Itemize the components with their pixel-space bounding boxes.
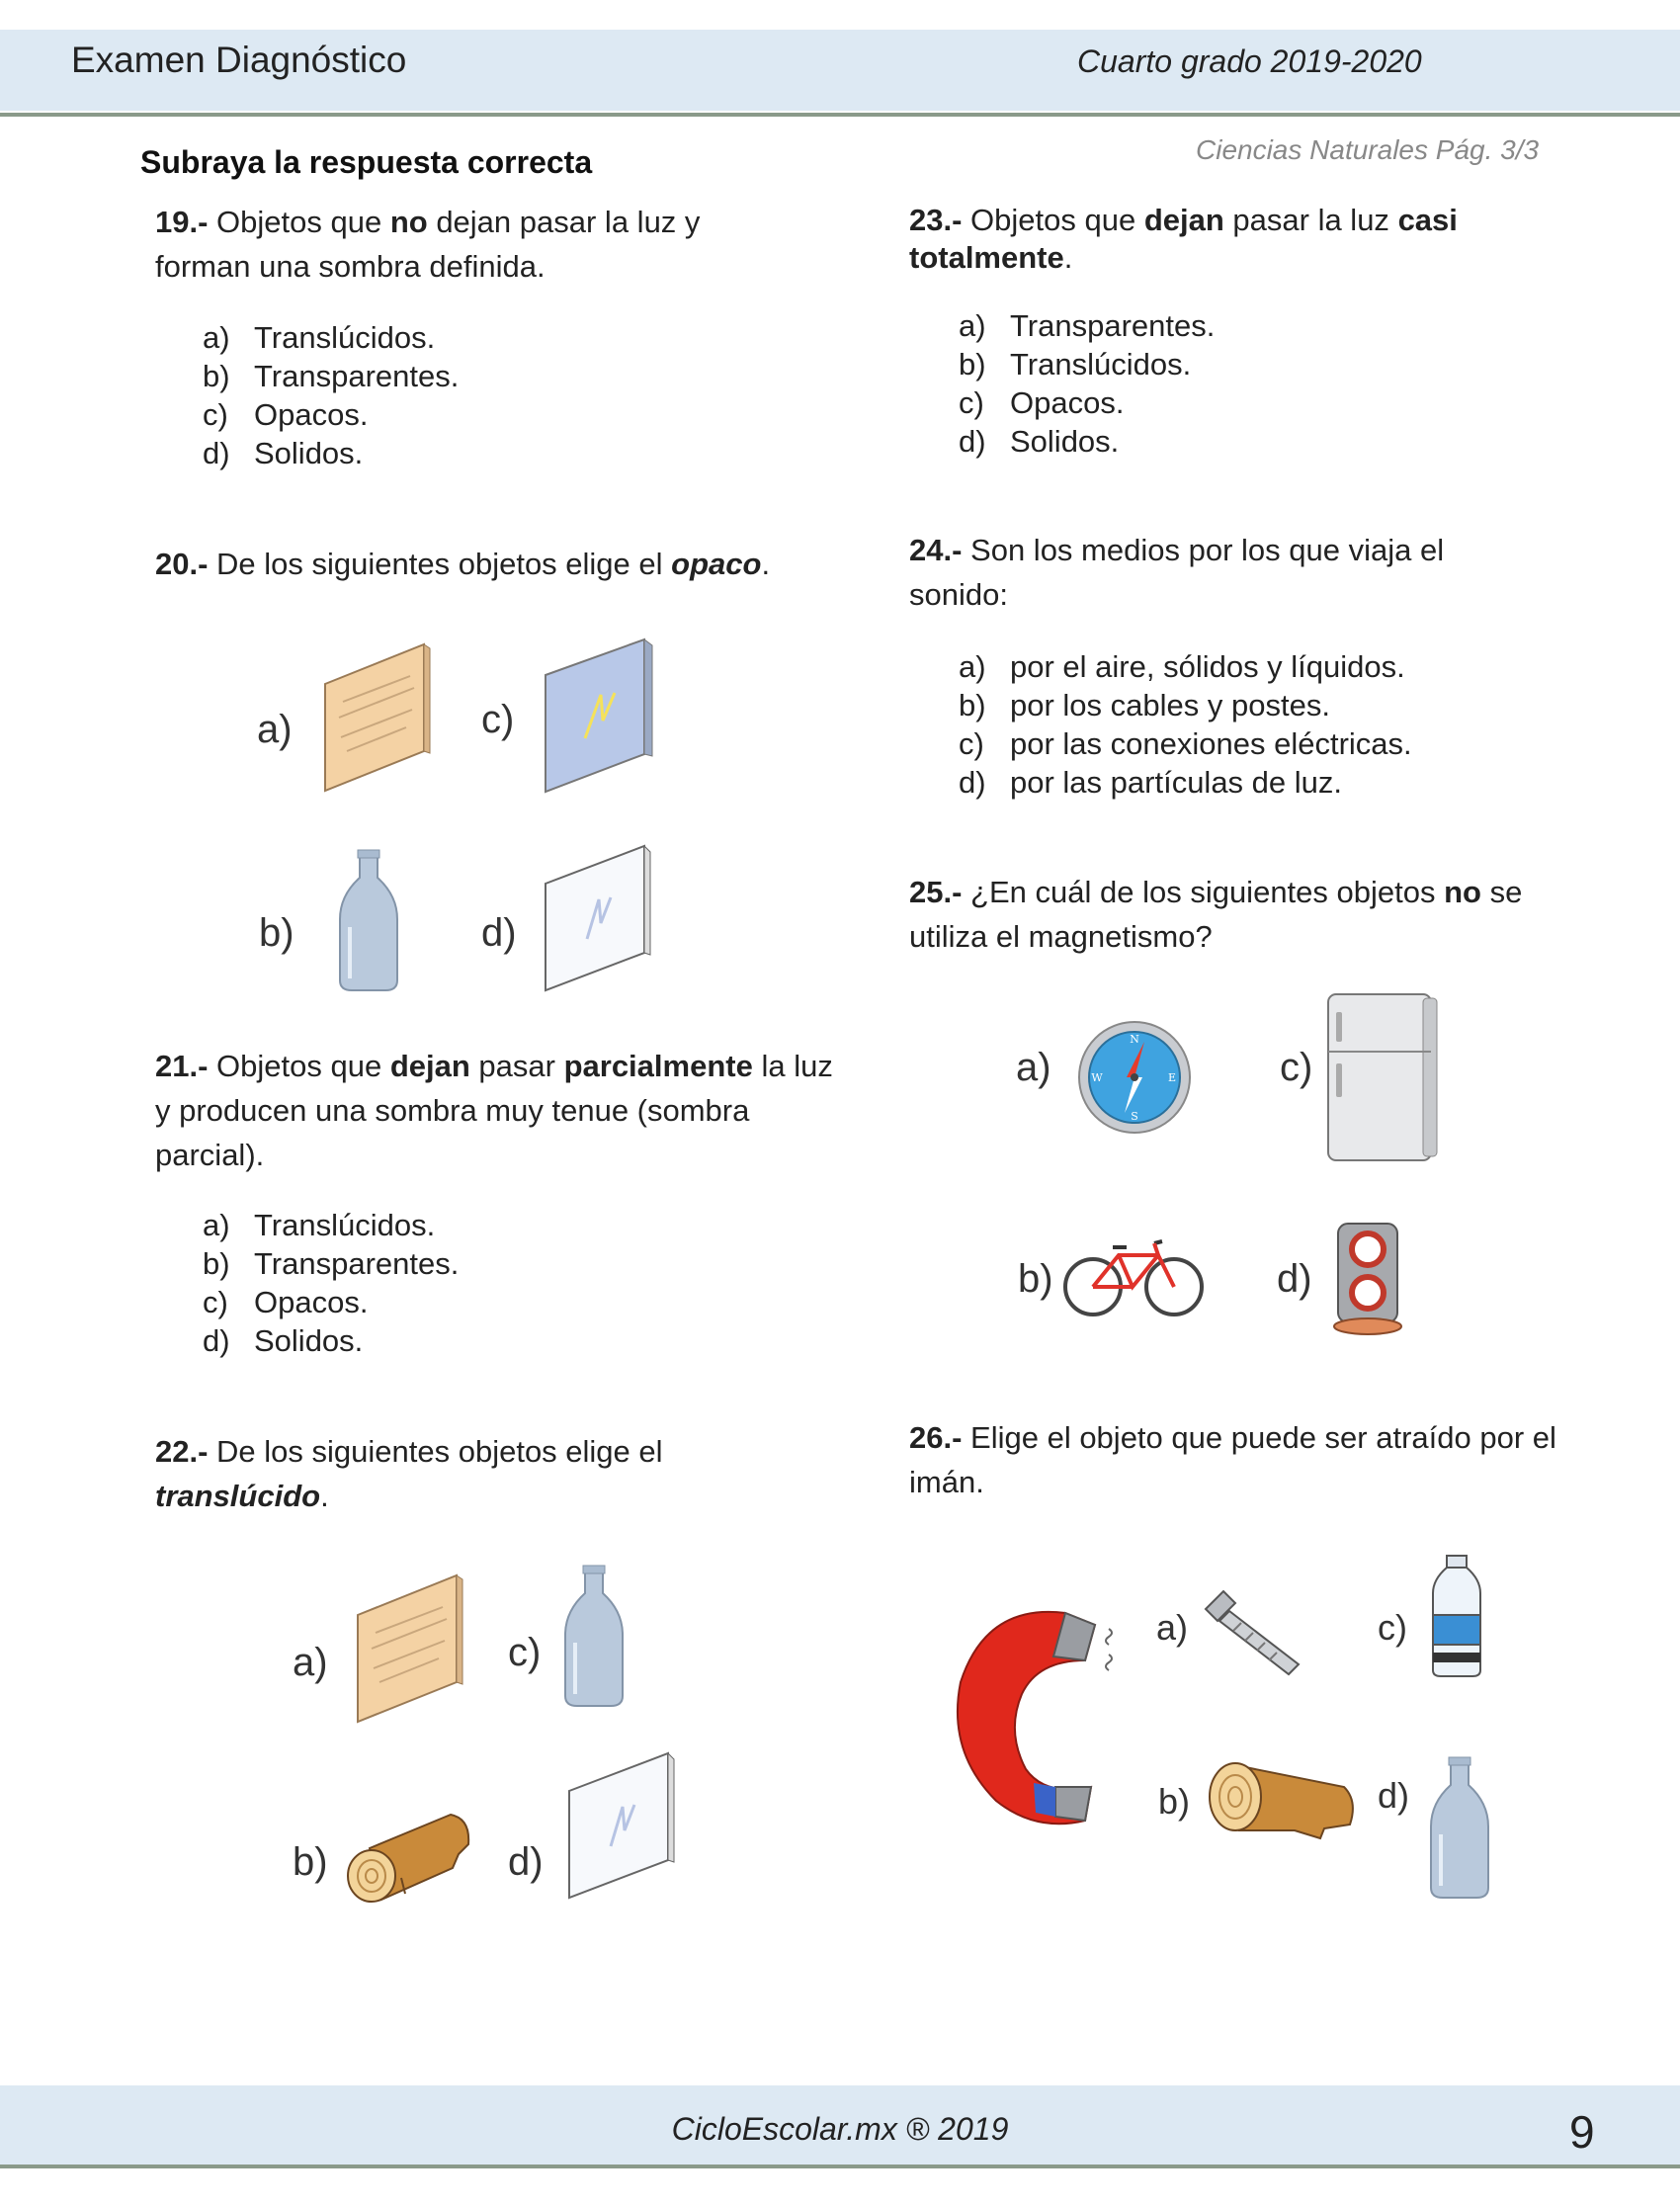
question-19: 19.- Objetos que no dejan pasar la luz y forman una sombra definida. (155, 205, 701, 284)
option-b[interactable]: b) por los cables y postes. (959, 688, 1330, 722)
q26-label-c[interactable]: c) (1378, 1607, 1407, 1648)
bicycle-icon[interactable] (1063, 1230, 1204, 1318)
refrigerator-icon[interactable] (1324, 992, 1441, 1162)
option-a[interactable]: a) por el aire, sólidos y líquidos. (959, 649, 1405, 684)
compass-s-label: S (1131, 1110, 1138, 1123)
question-20: 20.- De los siguientes objetos elige el opaco. (155, 547, 771, 581)
option-b[interactable]: b) Transparentes. (203, 1246, 460, 1281)
q26-label-b[interactable]: b) (1158, 1781, 1191, 1822)
question-26: 26.- Elige el objeto que puede ser atraído por el imán. (909, 1420, 1556, 1499)
option-a[interactable]: a) Transparentes. (959, 308, 1216, 343)
clear-glass-icon[interactable] (542, 842, 652, 996)
option-c[interactable]: c) Opacos. (203, 1285, 369, 1319)
q25-label-c[interactable]: c) (1280, 1046, 1313, 1089)
option-a[interactable]: a) Translúcidos. (203, 1208, 436, 1242)
compass-icon[interactable] (1077, 1020, 1192, 1135)
option-b[interactable]: b) Transparentes. (203, 359, 460, 393)
glass-bottle-icon[interactable] (1427, 1755, 1492, 1900)
page-number: 9 (1569, 2106, 1595, 2158)
q21-options (203, 1206, 459, 1360)
question-22: 22.- De los siguientes objetos elige el translúcido. (155, 1434, 663, 1513)
wood-panel-icon[interactable] (354, 1571, 464, 1726)
footer-copyright: CicloEscolar.mx ® 2019 (671, 2111, 1009, 2147)
compass-e-label: E (1167, 1071, 1177, 1084)
exam-title: Examen Diagnóstico (71, 40, 407, 80)
instruction: Subraya la respuesta correcta (140, 144, 593, 180)
option-d[interactable]: d) Solidos. (203, 436, 364, 470)
glass-bottle-icon[interactable] (336, 848, 401, 992)
q20-label-d[interactable]: d) (481, 911, 517, 955)
option-d[interactable]: d) Solidos. (203, 1323, 364, 1358)
question-25: 25.- ¿En cuál de los siguientes objetos no se utiliza el magnetismo? (909, 875, 1523, 954)
compass-w-label: W (1091, 1071, 1103, 1084)
question-21: 21.- Objetos que dejan pasar parcialmente la luz y producen una sombra muy tenue (sombra parcial). (155, 1049, 833, 1172)
footer-divider (0, 2165, 1680, 2168)
q22-label-a[interactable]: a) (293, 1641, 328, 1684)
speaker-icon[interactable] (1332, 1220, 1407, 1338)
tinted-glass-icon[interactable] (542, 637, 656, 796)
q22-label-b[interactable]: b) (293, 1840, 328, 1884)
wood-log-icon[interactable] (342, 1809, 472, 1908)
q20-label-c[interactable]: c) (481, 698, 515, 741)
question-number: 19.- (155, 205, 209, 239)
magnet-icon[interactable] (947, 1603, 1125, 1832)
option-d[interactable]: d) por las partículas de luz. (959, 765, 1343, 800)
q24-options (959, 647, 1412, 802)
q23-options (959, 306, 1215, 461)
glass-bottle-icon[interactable] (561, 1564, 627, 1708)
option-d[interactable]: d) Solidos. (959, 424, 1120, 459)
option-c[interactable]: c) por las conexiones eléctricas. (959, 726, 1412, 761)
q20-label-a[interactable]: a) (257, 708, 293, 751)
q22-label-d[interactable]: d) (508, 1840, 544, 1884)
question-23: 23.- Objetos que dejan pasar la luz casi totalmente. (909, 203, 1458, 275)
q25-label-b[interactable]: b) (1018, 1257, 1053, 1301)
wood-log-icon[interactable] (1206, 1755, 1356, 1846)
q25-label-a[interactable]: a) (1016, 1046, 1051, 1089)
q22-label-c[interactable]: c) (508, 1631, 542, 1674)
clear-glass-icon[interactable] (565, 1749, 676, 1904)
option-c[interactable]: c) Opacos. (959, 385, 1125, 420)
q25-label-d[interactable]: d) (1277, 1257, 1312, 1301)
q20-label-b[interactable]: b) (259, 911, 294, 955)
metal-bolt-icon[interactable] (1202, 1587, 1304, 1676)
question-24: 24.- Son los medios por los que viaja el sonido: (909, 533, 1445, 612)
plastic-bottle-icon[interactable] (1427, 1554, 1486, 1680)
subject-page-label: Ciencias Naturales Pág. 3/3 (1196, 134, 1540, 165)
option-a[interactable]: a) Translúcidos. (203, 320, 436, 355)
compass-n-label: N (1130, 1033, 1139, 1046)
grade-label: Cuarto grado 2019-2020 (1077, 43, 1422, 79)
header-divider (0, 113, 1680, 117)
q19-options (203, 318, 459, 472)
q26-label-a[interactable]: a) (1156, 1607, 1189, 1648)
option-c[interactable]: c) Opacos. (203, 397, 369, 432)
q26-label-d[interactable]: d) (1378, 1775, 1410, 1816)
wood-panel-icon[interactable] (321, 640, 432, 795)
option-b[interactable]: b) Translúcidos. (959, 347, 1192, 382)
